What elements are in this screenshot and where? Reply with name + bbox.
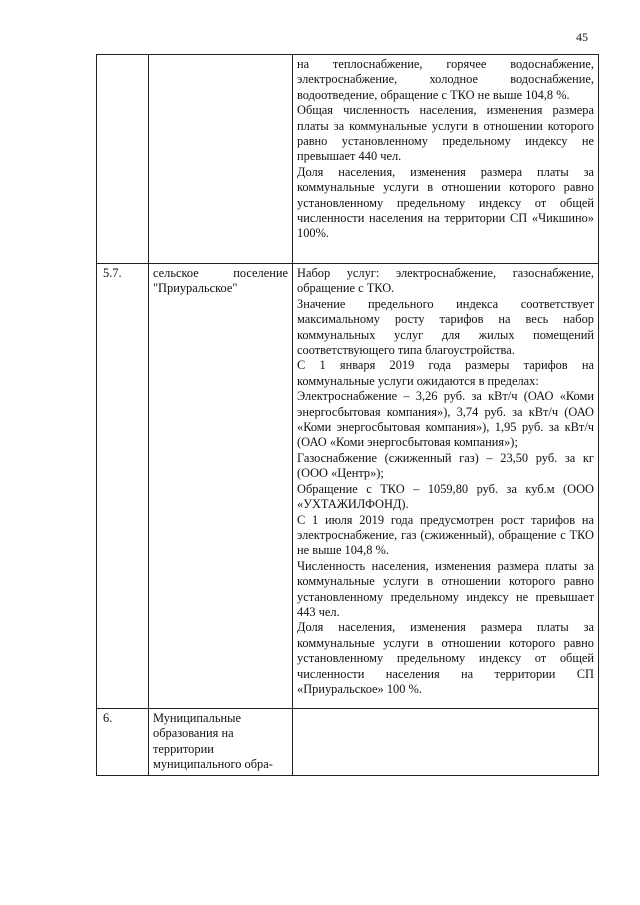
description-paragraph: Доля населения, изменения размера платы за коммунальные услуги в отношении которого равно установленному предельному индексу от общей численности населения на территории СП «Приуральское» 100 %. (297, 620, 594, 696)
index-table (96, 54, 599, 776)
description-paragraph: Доля населения, изменения размера платы за коммунальные услуги в отношении которого равно установленному предельному индексу от общей численности населения на территории СП «Чикшино» 100%. (297, 164, 594, 241)
settlement-name: Муниципальные образования на территории муниципального обра- (149, 709, 293, 776)
table-row (97, 264, 599, 709)
description-paragraph: Численность населения, изменения размера платы за коммунальные услуги в отношении которого равно установленному предельному индексу не превышает 443 чел. (297, 558, 594, 619)
table-row (97, 55, 599, 264)
row-number (97, 55, 149, 264)
page-number: 45 (576, 30, 588, 44)
settlement-name: сельское поселение "Приуральское" (149, 264, 293, 709)
description-paragraph: Газоснабжение (сжиженный газ) – 23,50 руб. за кг (ООО «Центр»); (297, 450, 594, 481)
row-number: 6. (97, 709, 149, 776)
description-paragraph: Набор услуг: электроснабжение, газоснабжение, обращение с ТКО. (297, 266, 594, 296)
description-cell (293, 264, 599, 709)
description-paragraph: Значение предельного индекса соответствует максимальному росту тарифов на весь набор коммунальных услуг для жилых помещений соответствующего типа благоустройства. (297, 296, 594, 358)
description-paragraph: С 1 июля 2019 года предусмотрен рост тарифов на электроснабжение, газ (сжиженный), обращение с ТКО не выше 104,8 %. (297, 512, 594, 558)
row-number: 5.7. (97, 264, 149, 709)
description-paragraph: С 1 января 2019 года размеры тарифов на коммунальные услуги ожидаются в пределах: (297, 358, 594, 388)
table-row (97, 709, 599, 776)
settlement-name (149, 55, 293, 264)
description-paragraph: Электроснабжение – 3,26 руб. за кВт/ч (ОАО «Коми энергосбытовая компания»), 3,74 руб. за кВт/ч (ОАО «Коми энергосбытовая компания»), 1,95 руб. за кВт/ч (ОАО «Коми энергосбытовая компания»); (297, 389, 594, 450)
description-paragraph: на теплоснабжение, горячее водоснабжение, электроснабжение, холодное водоснабжение, водоотведение, обращение с ТКО не выше 104,8 %. (297, 57, 594, 102)
description-cell (293, 55, 599, 264)
description-cell (293, 709, 599, 776)
description-paragraph: Обращение с ТКО – 1059,80 руб. за куб.м (ООО «УХТАЖИЛФОНД). (297, 481, 594, 512)
description-paragraph: Общая численность населения, изменения размера платы за коммунальные услуги в отношении которого равно установленному предельному индексу не превышает 440 чел. (297, 103, 594, 164)
